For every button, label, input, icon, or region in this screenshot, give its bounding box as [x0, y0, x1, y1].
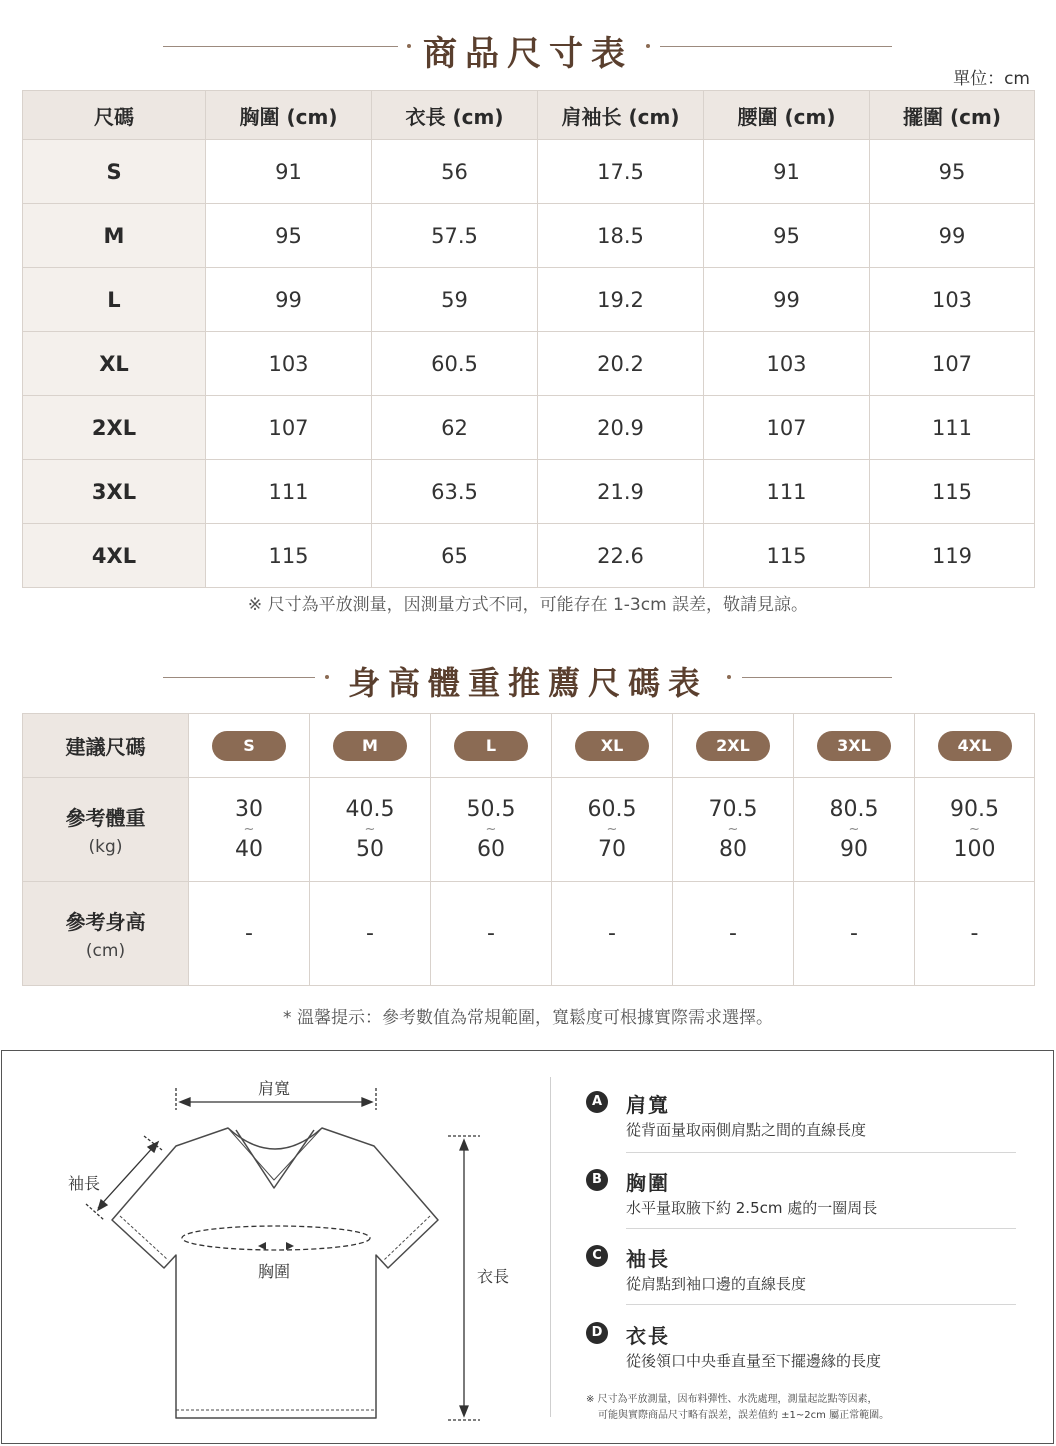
size-cell: S	[23, 140, 206, 204]
height-label: 參考身高	[65, 910, 146, 934]
height-cell: -	[794, 882, 915, 986]
size-pill-m: M	[333, 731, 407, 761]
height-cell: -	[673, 882, 794, 986]
size-pill-cell	[189, 714, 310, 778]
table-cell: 20.9	[538, 396, 704, 460]
table-cell: 107	[206, 396, 372, 460]
definition-term: 肩寬	[626, 1093, 670, 1117]
table-cell: 19.2	[538, 268, 704, 332]
table-cell: 21.9	[538, 460, 704, 524]
weight-low: 50.5	[466, 796, 516, 822]
label-length: 衣長	[477, 1267, 510, 1286]
size-pill-cell	[915, 714, 1035, 778]
label-chest: 胸圍	[258, 1262, 291, 1281]
table-cell: 22.6	[538, 524, 704, 588]
fine-print-1: ※ 尺寸為平放測量，因布料彈性、水洗處理，測量起訖點等因素，	[586, 1394, 878, 1405]
title-line-right	[742, 677, 892, 678]
weight-low: 80.5	[829, 796, 879, 822]
size-cell: 4XL	[23, 524, 206, 588]
table-cell: 62	[372, 396, 538, 460]
panel-divider	[550, 1077, 551, 1417]
definition-divider	[626, 1228, 1016, 1229]
height-cell: -	[189, 882, 310, 986]
definition-desc: 從背面量取兩側肩點之間的直線長度	[626, 1121, 867, 1139]
definition-term: 胸圍	[626, 1171, 670, 1195]
size-pill-3xl: 3XL	[817, 731, 891, 761]
size-cell: L	[23, 268, 206, 332]
weight-cell	[552, 778, 673, 882]
table-cell: 119	[870, 524, 1035, 588]
size-pill-2xl: 2XL	[696, 731, 770, 761]
size-chart-title: 商品尺寸表	[423, 34, 633, 74]
header-chest: 胸圍 (cm)	[206, 91, 372, 140]
height-cell: -	[310, 882, 431, 986]
weight-low: 30	[235, 796, 263, 822]
table-row	[23, 460, 1035, 524]
size-pill-cell	[794, 714, 915, 778]
table-cell: 103	[206, 332, 372, 396]
weight-cell	[431, 778, 552, 882]
weight-low: 90.5	[950, 796, 999, 822]
tilde: ~	[243, 821, 255, 837]
size-table	[22, 90, 1035, 588]
table-cell: 59	[372, 268, 538, 332]
weight-label: 參考體重	[65, 806, 146, 830]
table-cell: 111	[206, 460, 372, 524]
weight-cell	[310, 778, 431, 882]
size-cell: XL	[23, 332, 206, 396]
tilde: ~	[364, 821, 376, 837]
table-cell: 107	[870, 332, 1035, 396]
recommend-note: * 溫馨提示：參考數值為常規範圍，寬鬆度可根據實際需求選擇。	[283, 1008, 773, 1028]
weight-unit: (kg)	[88, 837, 123, 857]
tilde: ~	[969, 821, 980, 837]
weight-low: 40.5	[345, 796, 395, 822]
table-cell: 99	[704, 268, 870, 332]
title-line-right	[660, 46, 892, 47]
badge-a: A	[586, 1091, 608, 1113]
weight-row-label	[23, 778, 189, 882]
tilde: ~	[727, 821, 739, 837]
table-cell: 103	[704, 332, 870, 396]
weight-cell	[915, 778, 1035, 882]
table-cell: 60.5	[372, 332, 538, 396]
weight-high: 80	[719, 836, 747, 862]
size-cell: M	[23, 204, 206, 268]
definition-desc: 從後領口中央垂直量至下擺邊緣的長度	[626, 1352, 882, 1370]
table-cell: 99	[870, 204, 1035, 268]
table-cell: 95	[870, 140, 1035, 204]
weight-row	[23, 778, 1035, 882]
table-cell: 99	[206, 268, 372, 332]
title-dot	[727, 675, 731, 679]
size-row	[23, 714, 1035, 778]
tilde: ~	[485, 821, 497, 837]
table-cell: 56	[372, 140, 538, 204]
weight-high: 60	[477, 836, 505, 862]
size-pill-cell	[673, 714, 794, 778]
size-pill-cell	[431, 714, 552, 778]
weight-high: 40	[235, 836, 263, 862]
header-length: 衣長 (cm)	[372, 91, 538, 140]
weight-cell	[189, 778, 310, 882]
table-header-row	[23, 91, 1035, 140]
table-row	[23, 524, 1035, 588]
table-row	[23, 268, 1035, 332]
size-row-label: 建議尺碼	[23, 714, 189, 778]
definition-desc: 從肩點到袖口邊的直線長度	[626, 1275, 807, 1293]
recommend-title: 身高體重推薦尺碼表	[347, 664, 708, 702]
fine-print-2: 可能與實際商品尺寸略有誤差，誤差值約 ±1~2cm 屬正常範圍。	[598, 1410, 890, 1421]
size-pill-l: L	[454, 731, 528, 761]
definition-term: 衣長	[626, 1324, 670, 1348]
tilde: ~	[606, 821, 618, 837]
table-row	[23, 396, 1035, 460]
table-cell: 111	[704, 460, 870, 524]
table-cell: 95	[704, 204, 870, 268]
height-cell: -	[431, 882, 552, 986]
table-cell: 107	[704, 396, 870, 460]
table-cell: 115	[870, 460, 1035, 524]
table-cell: 17.5	[538, 140, 704, 204]
label-sleeve: 袖長	[68, 1174, 101, 1193]
label-shoulder: 肩寬	[258, 1079, 291, 1098]
table-cell: 65	[372, 524, 538, 588]
header-hem: 擺圍 (cm)	[870, 91, 1035, 140]
height-unit: (cm)	[85, 941, 126, 961]
height-row	[23, 882, 1035, 986]
weight-high: 50	[356, 836, 384, 862]
weight-high: 90	[840, 836, 868, 862]
size-pill-xl: XL	[575, 731, 649, 761]
table-cell: 115	[206, 524, 372, 588]
badge-c: C	[586, 1245, 608, 1267]
table-cell: 57.5	[372, 204, 538, 268]
height-cell: -	[552, 882, 673, 986]
header-shoulder-sleeve: 肩袖长 (cm)	[538, 91, 704, 140]
size-pill-s: S	[212, 731, 286, 761]
recommend-table	[22, 713, 1035, 986]
height-row-label	[23, 882, 189, 986]
title-dot	[646, 44, 650, 48]
definition-desc: 水平量取腋下約 2.5cm 處的一圈周長	[626, 1199, 878, 1217]
definition-term: 袖長	[626, 1247, 670, 1271]
table-cell: 95	[206, 204, 372, 268]
weight-low: 60.5	[587, 796, 637, 822]
badge-d: D	[586, 1322, 608, 1344]
table-cell: 20.2	[538, 332, 704, 396]
definition-divider	[626, 1304, 1016, 1305]
table-cell: 111	[870, 396, 1035, 460]
size-chart-note: ※ 尺寸為平放測量，因測量方式不同，可能存在 1-3cm 誤差，敬請見諒。	[247, 595, 809, 615]
header-waist: 腰圍 (cm)	[704, 91, 870, 140]
weight-high: 100	[953, 836, 996, 862]
table-cell: 103	[870, 268, 1035, 332]
badge-b: B	[586, 1169, 608, 1191]
chest-measure-icon	[182, 1226, 370, 1250]
weight-high: 70	[598, 836, 626, 862]
size-pill-cell	[310, 714, 431, 778]
table-cell: 91	[206, 140, 372, 204]
header-size: 尺碼	[23, 91, 206, 140]
table-cell: 18.5	[538, 204, 704, 268]
definition-divider	[626, 1152, 1016, 1153]
height-cell: -	[915, 882, 1035, 986]
table-cell: 115	[704, 524, 870, 588]
weight-cell	[794, 778, 915, 882]
size-pill-cell	[552, 714, 673, 778]
table-cell: 63.5	[372, 460, 538, 524]
weight-low: 70.5	[708, 796, 758, 822]
tshirt-diagram	[0, 1050, 550, 1444]
size-cell: 3XL	[23, 460, 206, 524]
unit-label: 單位：cm	[953, 69, 1030, 89]
table-cell: 91	[704, 140, 870, 204]
table-row	[23, 332, 1035, 396]
weight-cell	[673, 778, 794, 882]
table-row	[23, 204, 1035, 268]
size-pill-4xl: 4XL	[938, 731, 1012, 761]
size-cell: 2XL	[23, 396, 206, 460]
tilde: ~	[848, 821, 860, 837]
table-row	[23, 140, 1035, 204]
